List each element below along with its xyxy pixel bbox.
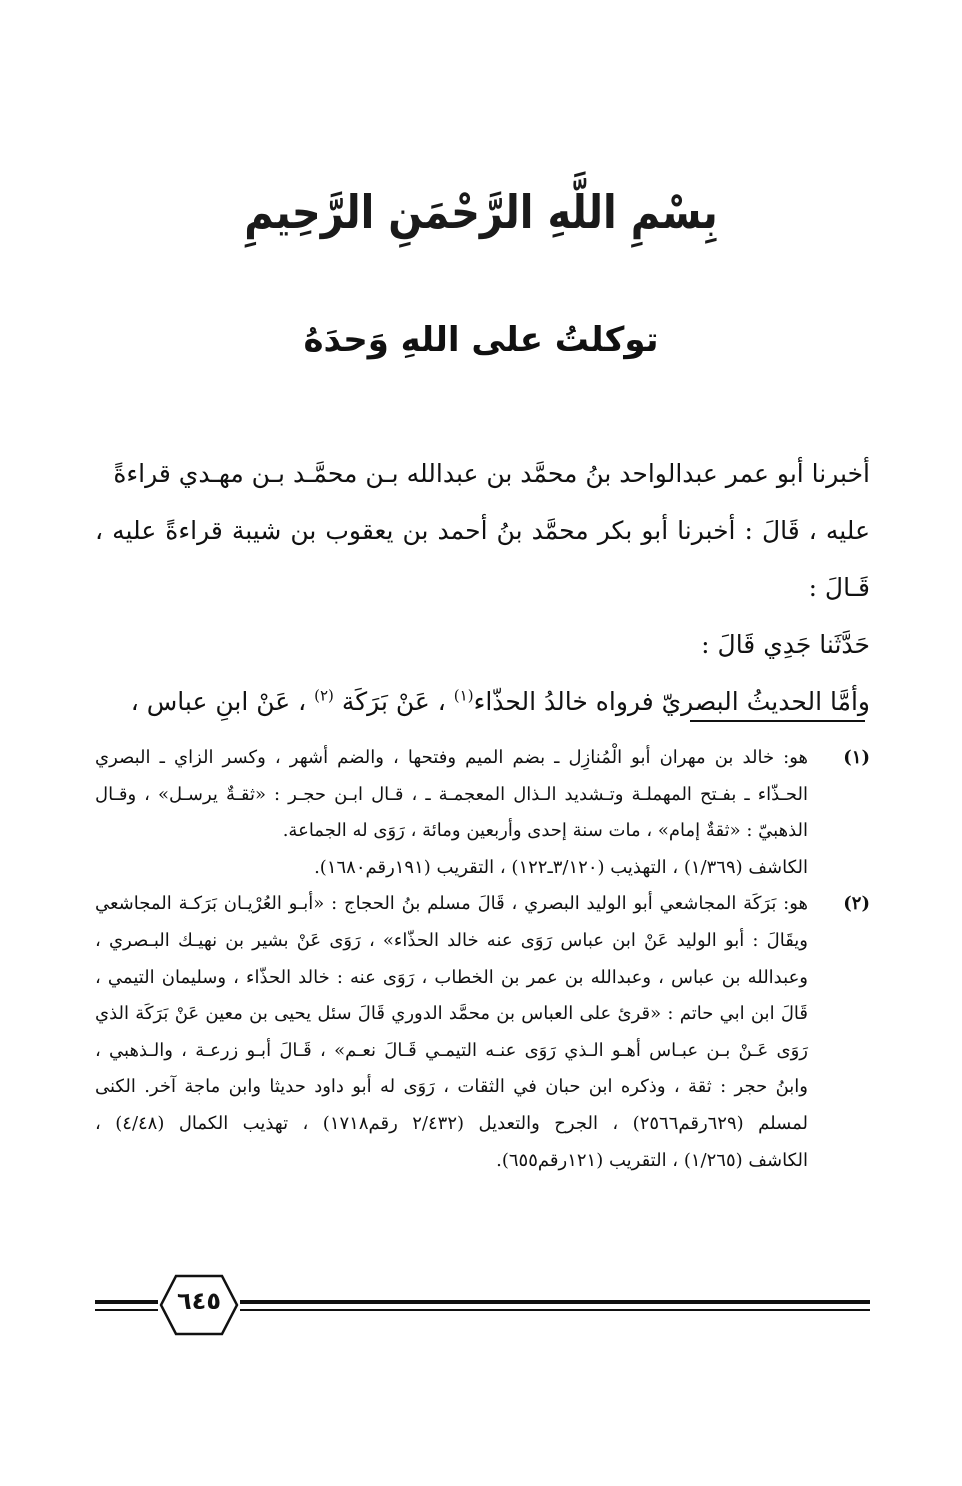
main-line-4-part-b: ، عَنْ بَرَكَة xyxy=(333,687,454,716)
page-number-frame xyxy=(158,1273,240,1337)
main-line-4-part-c: ، عَنْ ابنِ عباس ، xyxy=(130,687,315,716)
footnote-1 xyxy=(95,740,870,886)
footnote-line: قَالَ ابن ابي حاتم : «قرئ على العباس بن محمَّد الدوري قَالَ سئل يحيى بن معين عَنْ بَرَكَة الذي xyxy=(95,1003,808,1025)
footnote-body xyxy=(95,740,808,886)
page-heading: توكلتُ على اللهِ وَحدَهُ xyxy=(303,320,659,360)
footnote-line: الكاشف (١/٢٦٥) ، التقريب (١٢١رقم٦٥٥). xyxy=(496,1149,808,1171)
footnote-line: وعبدالله بن عباس ، وعبدالله بن عمر بن الخطاب ، رَوَى عنه : خالد الحذّاء ، وسليمان التيمي ، xyxy=(95,966,808,988)
footnote-line: وابنُ حجر : ثقة ، وذكره ابن حبان في الثقات ، رَوَى له أبو داود حديثا وابن ماجة آخر. الكنى xyxy=(95,1076,808,1098)
footnote-2 xyxy=(95,886,870,1179)
footnote-line: ويقَالَ : أبو الوليد عَنْ ابن عباس رَوَى عنه خالد الحذّاء» ، رَوَى عَنْ بشير بن نهيـك البـصري ، xyxy=(95,929,808,951)
main-line-3: حَدَّثَنا جَدِي قَالَ : xyxy=(701,630,870,659)
footnote-number: (٢) xyxy=(843,893,870,915)
footnote-line: الحـذّاء ـ بفـتح المهملـة وتـشديد الـذال المعجمـة ـ ، قـال ابـن حجـر : «ثقـةٌ يرسـل» ، وقـال xyxy=(95,783,808,805)
footnote-line: رَوَى عَـنْ بـن عبـاس أهـو الـذي رَوَى عنـه التيمـي قَـالَ نعـم» ، قَـالَ أبـو زرعـة ، والـذهبي ، xyxy=(95,1039,808,1061)
footnotes xyxy=(95,740,870,1179)
footnote-line: لمسلم (٦٢٩رقم٢٥٦٦) ، الجرح والتعديل (٢/٤٣٢ رقم١٧١٨) ، تهذيب الكمال (٤/٤٨) ، xyxy=(95,1112,809,1134)
main-line-2: عليه ، قَالَ : أخبرنا أبو بكر محمَّد بنُ أحمد بن يعقوب بن شيبة قراءةً عليه ، قَـالَ : xyxy=(95,516,870,602)
footnote-ref-1[interactable]: (١) xyxy=(453,686,474,705)
footnote-line: هو: خالد بن مهران أبو الْمُنازِل ـ بضم الميم وفتحها ، والضم أشهر ، وكسر الزاي ـ البصري xyxy=(95,747,808,768)
main-text xyxy=(95,445,870,730)
footnote-line: هو: بَرَكَة المجاشعي أبو الوليد البصري ، قَالَ مسلم بنُ الحجاج : «أبـو العُرْيـان بَرَكـة المجاشعي xyxy=(95,893,808,915)
footnote-number: (١) xyxy=(843,747,870,768)
page-number: ٦٤٥ xyxy=(177,1287,221,1315)
main-line-4-part-a: وأمَّا الحديثُ البصريّ فرواه خالدُ الحذّاء xyxy=(473,687,870,716)
footnote-ref-2[interactable]: (٢) xyxy=(314,686,334,705)
footnote-separator xyxy=(690,720,865,722)
footnote-line: الكاشف (١/٣٦٩) ، التهذيب (٣/١٢٠ـ١٢٢) ، التقريب (١٩١رقم١٦٨٠). xyxy=(314,856,808,878)
basmala-calligraphy xyxy=(0,186,962,240)
main-line-1: أخبرنا أبو عمر عبدالواحد بنُ محمَّد بن عبدالله بـن محمَّـد بـن مهـدي قراءةً xyxy=(113,459,870,488)
footnote-line: الذهبيّ : «ثقةٌ إمام» ، مات سنة إحدى وأربعين ومائة ، رَوَى له الجماعة. xyxy=(282,820,808,842)
basmala-text: بِسْمِ اللَّهِ الرَّحْمَنِ الرَّحِيمِ xyxy=(244,186,718,240)
footnote-body xyxy=(95,886,808,1179)
